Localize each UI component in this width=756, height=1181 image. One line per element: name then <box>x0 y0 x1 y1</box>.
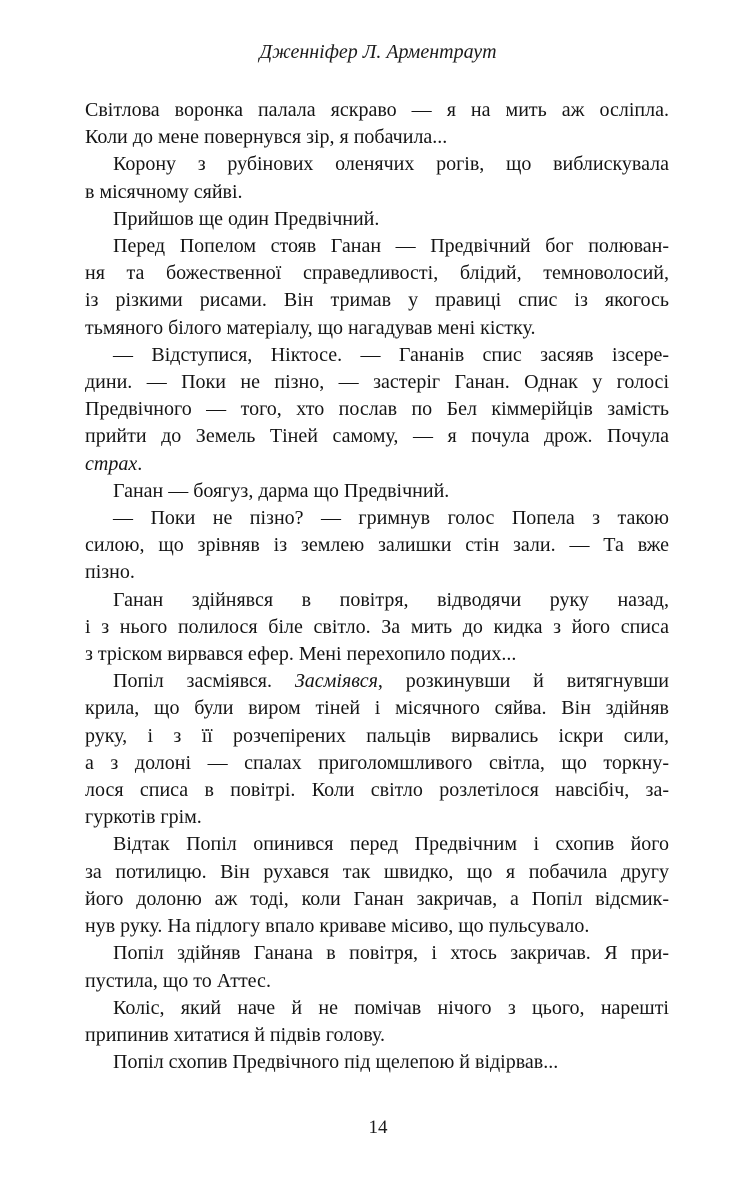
regular-text: з тріском вирвався ефер. Мені перехопило подих... <box>85 643 517 666</box>
regular-text: Ганан здійнявся в повітря, відводячи руку назад, <box>113 588 669 611</box>
regular-text: силою, що зрівняв із землею залишки стін зали. — Та вже <box>85 534 669 557</box>
text-line <box>85 913 669 940</box>
regular-text: Попіл засміявся. <box>113 670 295 693</box>
text-line <box>85 97 669 124</box>
text-line <box>85 233 669 260</box>
regular-text: Відтак Попіл опинився перед Предвічним і схопив його <box>113 833 669 856</box>
text-line <box>85 315 669 342</box>
running-header-author: Дженніфер Л. Арментраут <box>259 41 497 63</box>
regular-text: пустила, що то Аттес. <box>85 969 271 992</box>
text-line <box>85 995 669 1022</box>
paragraph <box>85 342 669 478</box>
text-line <box>85 287 669 314</box>
regular-text: нув руку. На підлогу впало криваве місиво, що пульсувало. <box>85 915 590 938</box>
regular-text: із різкими рисами. Він тримав у правиці спис із якогось <box>85 289 669 312</box>
italic-text: Засміявся <box>294 670 378 693</box>
regular-text: гуркотів грім. <box>85 806 202 829</box>
text-line <box>85 505 669 532</box>
text-line <box>85 151 669 178</box>
text-line <box>85 940 669 967</box>
regular-text: в місячному сяйві. <box>85 180 243 203</box>
regular-text: — Відступися, Ніктосе. — Гананів спис засяяв ізсере- <box>113 343 669 366</box>
regular-text: тьмяного білого матеріалу, що нагадував мені кістку. <box>85 316 536 339</box>
regular-text: пізно. <box>85 561 135 584</box>
regular-text: дини. — Поки не пізно, — застеріг Ганан. Однак у голосі <box>85 371 669 394</box>
text-line <box>85 723 669 750</box>
text-line <box>85 1049 669 1076</box>
text-line <box>85 369 669 396</box>
regular-text: Перед Попелом стояв Ганан — Предвічний бог полюван- <box>113 235 669 258</box>
text-line <box>85 206 669 233</box>
regular-text: Ганан — боягуз, дарма що Предвічний. <box>113 479 450 502</box>
paragraph <box>85 97 669 151</box>
text-line <box>85 342 669 369</box>
text-line <box>85 614 669 641</box>
paragraph <box>85 587 669 669</box>
regular-text: Світлова воронка палала яскраво — я на мить аж осліпла. <box>85 99 669 121</box>
text-line <box>85 695 669 722</box>
regular-text: Предвічного — того, хто послав по Бел кіммерійців замість <box>85 398 669 421</box>
text-line <box>85 260 669 287</box>
regular-text: Прийшов ще один Предвічний. <box>113 207 380 230</box>
text-line <box>85 831 669 858</box>
regular-text: прийти до Земель Тіней самому, — я почула дрож. Почула <box>85 425 669 448</box>
text-line <box>85 179 669 206</box>
paragraph <box>85 831 669 940</box>
text-line <box>85 587 669 614</box>
regular-text: лося списа в повітрі. Коли світло розлетілося навсібіч, за- <box>85 779 669 802</box>
text-line <box>85 423 669 450</box>
regular-text: і з нього полилося біле світло. За мить до кидка з його списа <box>85 615 669 638</box>
paragraph <box>85 206 669 233</box>
regular-text: Попіл здійняв Ганана в повітря, і хтось закричав. Я при- <box>113 942 669 965</box>
paragraph <box>85 233 669 342</box>
regular-text: руку, і з її розчепірених пальців вирвались іскри сили, <box>85 724 669 747</box>
page-number: 14 <box>368 1117 388 1138</box>
regular-text: Коли до мене повернувся зір, я побачила... <box>85 126 448 149</box>
regular-text: , розкинувши й витягнувши <box>377 670 669 693</box>
text-line <box>85 478 669 505</box>
paragraph <box>85 505 669 587</box>
paragraph <box>85 668 669 831</box>
text-line <box>85 124 669 151</box>
text-line <box>85 750 669 777</box>
regular-text: Попіл схопив Предвічного під щелепою й відірвав... <box>113 1051 559 1074</box>
paragraph <box>85 478 669 505</box>
body-text <box>85 97 669 1076</box>
regular-text: . <box>137 452 143 475</box>
text-line <box>85 804 669 831</box>
text-line <box>85 968 669 995</box>
regular-text: ня та божественної справедливості, блідий, темноволосий, <box>85 262 669 285</box>
regular-text: за потилицю. Він рухався так швидко, що я побачила другу <box>85 860 669 883</box>
regular-text: а з долоні — спалах приголомшливого світла, що торкну- <box>85 751 669 774</box>
italic-text: страх <box>85 452 138 475</box>
paragraph <box>85 995 669 1049</box>
text-line <box>85 859 669 886</box>
regular-text: припинив хитатися й підвів голову. <box>85 1023 385 1046</box>
regular-text: його долоню аж тоді, коли Ганан закричав, а Попіл відсмик- <box>85 887 669 910</box>
regular-text: крила, що були виром тіней і місячного сяйва. Він здійняв <box>85 697 669 720</box>
regular-text: Коліс, який наче й не помічав нічого з цього, нарешті <box>113 996 669 1019</box>
paragraph <box>85 151 669 205</box>
text-line <box>85 559 669 586</box>
paragraph <box>85 940 669 994</box>
text-line <box>85 777 669 804</box>
paragraph <box>85 1049 669 1076</box>
text-line <box>85 396 669 423</box>
text-line <box>85 668 669 695</box>
regular-text: — Поки не пізно? — гримнув голос Попела з такою <box>113 507 669 530</box>
text-line <box>85 1022 669 1049</box>
text-line <box>85 532 669 559</box>
text-line <box>85 641 669 668</box>
text-line <box>85 886 669 913</box>
regular-text: Корону з рубінових оленячих рогів, що виблискувала <box>113 153 669 176</box>
text-line <box>85 451 669 478</box>
